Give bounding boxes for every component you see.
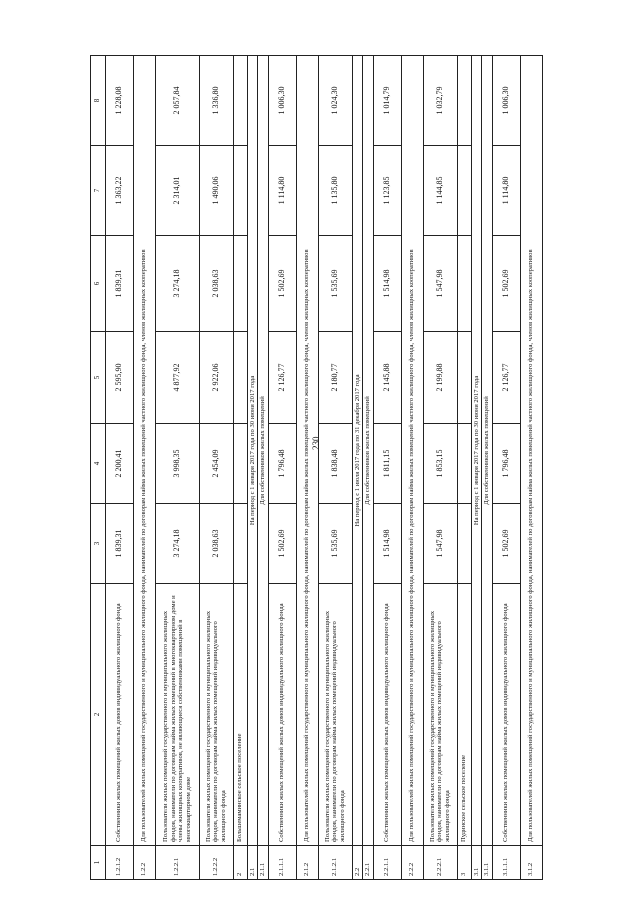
section-heading: Для пользователей жилых помещений государственного и муниципального жилищного фонда, нанимателей по договорам найма жилых помещений частного жилищного фонда, членов жилищных кооперативов — [133, 56, 155, 846]
period-heading: На период с 1 января 2017 года по 30 июня 2017 года — [471, 56, 482, 846]
period-heading: На период с 1 июля 2017 года по 31 декабря 2017 года — [352, 56, 363, 846]
table-row — [363, 56, 374, 880]
section-heading: Для пользователей жилых помещений государственного и муниципального жилищного фонда, нанимателей по договорам найма жилых помещений частного жилищного фонда, членов жилищных кооперативов — [520, 56, 542, 846]
row-name: Пользователи жилых помещений государственного и муниципального жилищных фондов, наниматели по договорам найма жилых помещений индивидуального жилищного фонда — [423, 584, 457, 846]
table-row — [373, 56, 401, 880]
empty-cell — [457, 146, 471, 236]
value-cell: 3 274,18 — [155, 236, 199, 332]
value-cell: 1 114,80 — [268, 146, 296, 236]
value-cell: 1 032,79 — [423, 56, 457, 146]
value-cell: 3 998,35 — [155, 424, 199, 504]
table-row — [155, 56, 199, 880]
row-code: 1.2.2.2 — [199, 846, 233, 880]
table-row — [318, 56, 352, 880]
table-row — [233, 56, 247, 880]
tariff-table — [90, 55, 543, 880]
table-row — [520, 56, 542, 880]
row-code: 2.1 — [247, 846, 258, 880]
value-cell: 1 535,69 — [318, 236, 352, 332]
empty-cell — [457, 504, 471, 584]
value-cell: 1 839,31 — [105, 236, 133, 332]
header-cell: 1 — [91, 846, 106, 880]
table-row — [401, 56, 423, 880]
value-cell: 1 014,79 — [373, 56, 401, 146]
row-code: 3.1.1.1 — [492, 846, 520, 880]
value-cell: 1 853,15 — [423, 424, 457, 504]
value-cell: 2 038,63 — [199, 236, 233, 332]
header-cell: 4 — [91, 424, 106, 504]
table-row — [423, 56, 457, 880]
table-row — [492, 56, 520, 880]
value-cell: 1 514,98 — [373, 236, 401, 332]
value-cell: 2 038,63 — [199, 504, 233, 584]
value-cell: 2 180,77 — [318, 332, 352, 424]
table-row — [199, 56, 233, 880]
value-cell: 2 145,88 — [373, 332, 401, 424]
settlement-heading: Большемаминское сельское поселение — [233, 584, 247, 846]
value-cell: 2 314,01 — [155, 146, 199, 236]
value-cell: 2 126,77 — [492, 332, 520, 424]
value-cell: 1 811,15 — [373, 424, 401, 504]
header-cell: 5 — [91, 332, 106, 424]
value-cell: 1 490,06 — [199, 146, 233, 236]
header-cell: 6 — [91, 236, 106, 332]
value-cell: 2 200,41 — [105, 424, 133, 504]
value-cell: 3 274,18 — [155, 504, 199, 584]
empty-cell — [233, 504, 247, 584]
table-row — [268, 56, 296, 880]
row-name: Пользователи жилых помещений государственного и муниципального жилищных фондов, наниматели по договорам найма жилых помещений индивидуального жилищного фонда — [318, 584, 352, 846]
value-cell: 1 144,85 — [423, 146, 457, 236]
row-code: 3 — [457, 846, 471, 880]
value-cell: 1 114,80 — [492, 146, 520, 236]
value-cell: 1 502,69 — [492, 504, 520, 584]
table-row — [105, 56, 133, 880]
section-heading: Для пользователей жилых помещений государственного и муниципального жилищного фонда, нанимателей по договорам найма жилых помещений частного жилищного фонда, членов жилищных кооперативов — [401, 56, 423, 846]
value-cell: 2 454,09 — [199, 424, 233, 504]
value-cell: 1 363,22 — [105, 146, 133, 236]
value-cell: 1 502,69 — [268, 504, 296, 584]
value-cell: 1 024,30 — [318, 56, 352, 146]
value-cell: 1 547,98 — [423, 504, 457, 584]
row-code: 2.2.1.1 — [373, 846, 401, 880]
value-cell: 1 796,48 — [268, 424, 296, 504]
value-cell: 2 595,90 — [105, 332, 133, 424]
row-name: Пользователи жилых помещений государственного и муниципального жилищных фондов, наниматели по договорам найма жилых помещений индивидуального жилищного фонда — [199, 584, 233, 846]
value-cell: 2 922,06 — [199, 332, 233, 424]
value-cell: 1 135,80 — [318, 146, 352, 236]
row-code: 2.1.1.1 — [268, 846, 296, 880]
value-cell: 1 006,30 — [268, 56, 296, 146]
row-code: 3.1.1 — [482, 846, 493, 880]
header-cell: 2 — [91, 584, 106, 846]
empty-cell — [233, 424, 247, 504]
empty-cell — [457, 236, 471, 332]
row-code: 3.1.2 — [520, 846, 542, 880]
row-name: Пользователи жилых помещений государственного и муниципального жилищных фондов, наниматели по договорам найма жилых помещений в многоквартирном доме и члены жилищных кооперативов, не являющиеся собственниками помещений в многоквартирном доме — [155, 584, 199, 846]
row-code: 2.2.2.1 — [423, 846, 457, 880]
empty-cell — [233, 146, 247, 236]
value-cell: 1 502,69 — [492, 236, 520, 332]
value-cell: 1 006,30 — [492, 56, 520, 146]
empty-cell — [457, 56, 471, 146]
header-cell: 3 — [91, 504, 106, 584]
row-code: 2.1.2 — [296, 846, 318, 880]
value-cell: 1 547,98 — [423, 236, 457, 332]
table-row — [258, 56, 269, 880]
header-cell: 7 — [91, 146, 106, 236]
empty-cell — [457, 424, 471, 504]
period-heading: Для собственников жилых помещений — [258, 56, 269, 846]
table-row — [457, 56, 471, 880]
value-cell: 2 199,88 — [423, 332, 457, 424]
table-row — [296, 56, 318, 880]
value-cell: 1 123,85 — [373, 146, 401, 236]
row-code: 2.1.1 — [258, 846, 269, 880]
rotated-table-wrapper — [90, 56, 600, 880]
value-cell: 1 796,48 — [492, 424, 520, 504]
value-cell: 1 514,98 — [373, 504, 401, 584]
row-name: Собственники жилых помещений жилых домов индивидуального жилищного фонда — [492, 584, 520, 846]
row-name: Собственники жилых помещений жилых домов индивидуального жилищного фонда — [373, 584, 401, 846]
row-code: 1.2.1.2 — [105, 846, 133, 880]
period-heading: На период с 1 января 2017 года по 30 июня 2017 года — [247, 56, 258, 846]
value-cell: 1 228,08 — [105, 56, 133, 146]
row-code: 2.2 — [352, 846, 363, 880]
empty-cell — [233, 236, 247, 332]
header-cell: 8 — [91, 56, 106, 146]
value-cell: 1 838,48 — [318, 424, 352, 504]
row-code: 2 — [233, 846, 247, 880]
table-row — [482, 56, 493, 880]
row-code: 2.2.2 — [401, 846, 423, 880]
row-name: Собственники жилых помещений жилых домов индивидуального жилищного фонда — [105, 584, 133, 846]
table-row — [352, 56, 363, 880]
value-cell: 2 057,84 — [155, 56, 199, 146]
section-heading: Для пользователей жилых помещений государственного и муниципального жилищного фонда, нанимателей по договорам найма жилых помещений частного жилищного фонда, членов жилищных кооперативов — [296, 56, 318, 846]
period-heading: Для собственников жилых помещений — [363, 56, 374, 846]
empty-cell — [233, 56, 247, 146]
table-row — [471, 56, 482, 880]
value-cell: 1 535,69 — [318, 504, 352, 584]
value-cell: 4 877,92 — [155, 332, 199, 424]
header-row — [91, 56, 106, 880]
value-cell: 1 839,31 — [105, 504, 133, 584]
empty-cell — [233, 332, 247, 424]
table-row — [247, 56, 258, 880]
row-code: 3.1 — [471, 846, 482, 880]
row-code: 1.2.2 — [133, 846, 155, 880]
page-number: 230 — [311, 436, 321, 450]
row-code: 2.2.1 — [363, 846, 374, 880]
row-code: 2.1.2.1 — [318, 846, 352, 880]
row-name: Собственники жилых помещений жилых домов индивидуального жилищного фонда — [268, 584, 296, 846]
settlement-heading: Пудинское сельское поселение — [457, 584, 471, 846]
row-code: 1.2.2.1 — [155, 846, 199, 880]
empty-cell — [457, 332, 471, 424]
value-cell: 2 126,77 — [268, 332, 296, 424]
table-row — [133, 56, 155, 880]
value-cell: 1 336,80 — [199, 56, 233, 146]
period-heading: Для собственников жилых помещений — [482, 56, 493, 846]
value-cell: 1 502,69 — [268, 236, 296, 332]
